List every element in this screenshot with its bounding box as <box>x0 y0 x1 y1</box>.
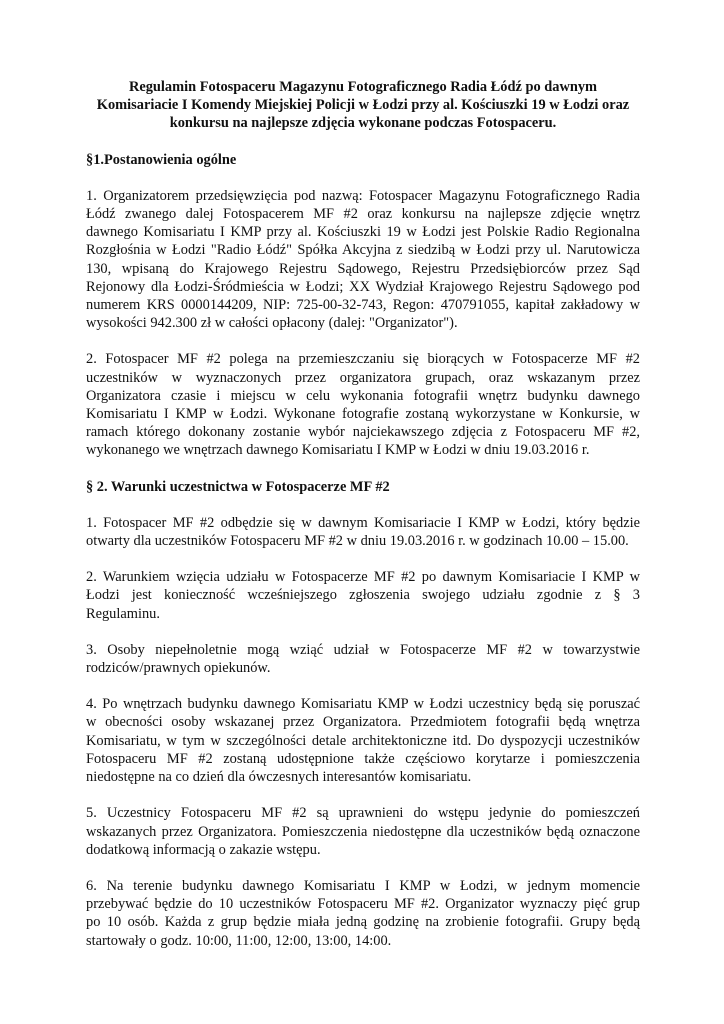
paragraph-line: Organizatora czasie i miejscu w celu wykonania fotografii wnętrz budynku dawnego <box>86 387 640 404</box>
section-heading: §1.Postanowienia ogólne <box>86 151 237 168</box>
paragraph-line: wysokości 942.300 zł w całości opłacony (dalej: "Organizator"). <box>86 315 458 332</box>
paragraph-line: Rozgłośnia w Łodzi "Radio Łódź" Spółka Akcyjna z siedzibą w Łodzi przy ul. Narutowicza <box>86 242 640 259</box>
paragraph-line: 3. Osoby niepełnoletnie mogą wziąć udział w Fotospacerze MF #2 w towarzystwie <box>86 641 640 658</box>
paragraph-line: 6. Na terenie budynku dawnego Komisariatu I KMP w Łodzi, w jednym momencie <box>86 877 640 894</box>
paragraph-line: ramach którego dokonany zostanie wybór najciekawszego zdjęcia z Fotospaceru MF #2, <box>86 424 640 441</box>
paragraph-line: 1. Fotospacer MF #2 odbędzie się w dawnym Komisariacie I KMP w Łodzi, który będzie <box>86 514 640 531</box>
paragraph-line: rodziców/prawnych opiekunów. <box>86 660 271 677</box>
paragraph-line: dodatkową informacją o zakazie wstępu. <box>86 841 321 858</box>
paragraph-line: startowały o godz. 10:00, 11:00, 12:00, 13:00, 14:00. <box>86 932 392 949</box>
paragraph <box>86 641 640 677</box>
paragraph-line: 130, wpisaną do Krajowego Rejestru Sądowego, Rejestru Przedsiębiorców przez Sąd <box>86 260 640 277</box>
paragraph-line: Łódź zwanego dalej Fotospacerem MF #2 oraz konkursu na najlepsze zdjęcie wnętrz <box>86 206 640 223</box>
paragraph-line: po 10 osób. Każda z grup będzie miała jedną godzinę na zrobienie fotografii. Grupy będą <box>86 914 640 931</box>
paragraph-line: w obecności osoby wskazanej przez Organizatora. Przedmiotem fotografii będą wnętrza <box>86 714 640 731</box>
paragraph-line: 5. Uczestnicy Fotospaceru MF #2 są uprawnieni do wstępu jedynie do pomieszczeń <box>86 805 640 822</box>
paragraph-line: dawnego Komisariatu I KMP przy al. Kościuszki 19 w Łodzi jest Polskie Radio Regionalna <box>86 224 640 241</box>
paragraph-line: 1. Organizatorem przedsięwzięcia pod nazwą: Fotospacer Magazynu Fotograficznego Radia <box>86 187 640 204</box>
paragraph <box>86 877 640 950</box>
title-line: Regulamin Fotospaceru Magazynu Fotograficznego Radia Łódź po dawnym <box>128 79 598 95</box>
paragraph-line: Rejonowy dla Łodzi-Śródmieścia w Łodzi; XX Wydział Krajowego Rejestru Sądowego pod <box>86 278 640 295</box>
paragraph <box>86 514 640 550</box>
paragraph-line: wskazanych przez Organizatora. Pomieszczenia niedostępne dla uczestników będą oznaczone <box>86 823 640 840</box>
paragraph <box>86 350 640 459</box>
paragraph-line: przebywać będzie do 10 uczestników Fotospaceru MF #2. Organizator wyznaczy pięć grup <box>86 896 640 913</box>
paragraph-line: 4. Po wnętrzach budynku dawnego Komisariatu KMP w Łodzi uczestnicy będą się poruszać <box>86 696 640 713</box>
paragraph-line: wykonanego we wnętrzach dawnego Komisariatu I KMP w Łodzi w dniu 19.03.2016 r. <box>86 442 590 459</box>
paragraph-line: Regulaminu. <box>86 605 160 622</box>
paragraph-line: 2. Warunkiem wzięcia udziału w Fotospacerze MF #2 po dawnym Komisariacie I KMP w <box>86 569 640 586</box>
title-line: konkursu na najlepsze zdjęcia wykonane podczas Fotospaceru. <box>169 115 557 132</box>
paragraph <box>86 695 640 786</box>
paragraph <box>86 187 640 333</box>
paragraph <box>86 568 640 623</box>
section-heading: § 2. Warunki uczestnictwa w Fotospacerze MF #2 <box>86 478 390 495</box>
paragraph-line: Komisariatu I KMP w Łodzi. Wykonane fotografie zostaną wykorzystane w Konkursie, w <box>86 406 640 423</box>
paragraph-line: numerem KRS 0000144209, NIP: 725-00-32-743, Regon: 470791055, kapitał zakładowy w <box>86 297 640 314</box>
paragraph-line: 2. Fotospacer MF #2 polega na przemieszczaniu się biorących w Fotospacerze MF #2 <box>86 351 640 368</box>
paragraph-line: Fotospaceru MF #2 zostaną udostępnione także częściowo korytarze i pomieszczenia <box>86 750 640 767</box>
paragraph <box>86 804 640 859</box>
paragraph-line: uczestników w wyznaczonych przez organizatora grupach, oraz wskazanym przez <box>86 369 640 386</box>
paragraph-line: Łodzi jest konieczność wcześniejszego zgłoszenia swojego udziału zgodnie z § 3 <box>86 587 640 604</box>
document-body <box>86 151 640 950</box>
document-title <box>86 78 640 133</box>
paragraph-line: otwarty dla uczestników Fotospaceru MF #2 w dniu 19.03.2016 r. w godzinach 10.00 – 15.00. <box>86 533 629 550</box>
paragraph-line: niedostępne na co dzień dla ówczesnych interesantów komisariatu. <box>86 769 472 786</box>
title-line: Komisariacie I Komendy Miejskiej Policji w Łodzi przy al. Kościuszki 19 w Łodzi oraz <box>96 97 630 114</box>
paragraph-line: Komisariatu, w tym w szczególności detale architektoniczne itd. Do dyspozycji uczestników <box>86 732 640 749</box>
